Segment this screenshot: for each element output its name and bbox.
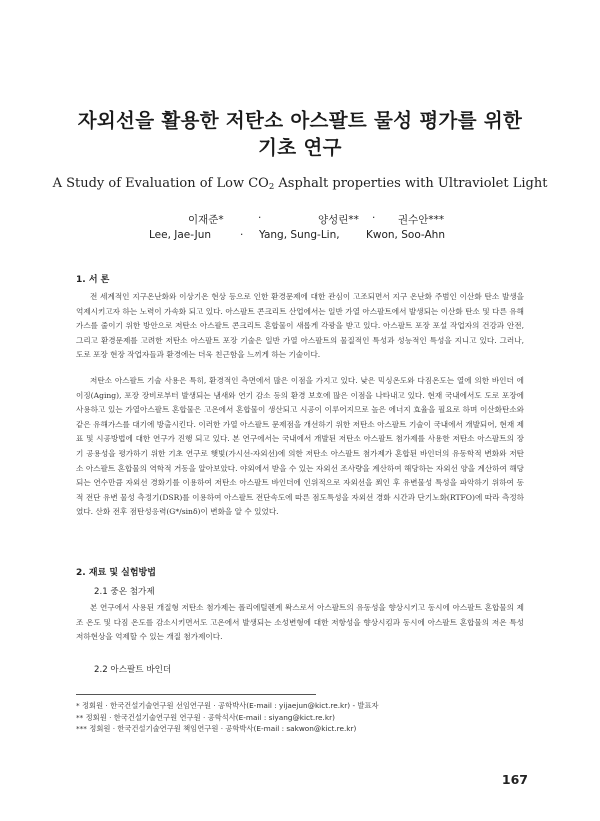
author-1-en: Lee, Jae-Jun (149, 229, 212, 241)
paper-title-line-1: 자외선을 활용한 저탄소 아스팔트 물성 평가를 위한 (77, 109, 523, 132)
author-2-en: Yang, Sung-Lin, (259, 229, 340, 241)
footnote-2: ** 정회원 · 한국건설기술연구원 연구원 · 공학석사(E-mail : siyang@kict.re.kr) (76, 712, 335, 722)
footnote-3: *** 정회원 · 한국건설기술연구원 책임연구원 · 공학박사(E-mail : sakwon@kict.re.kr) (76, 724, 357, 733)
footnote-divider (76, 694, 316, 695)
section-heading-introduction: 1. 서 론 (76, 275, 110, 285)
author-separator: · (240, 229, 244, 241)
subsection-heading-binder: 2.2 아스팔트 바인더 (94, 665, 172, 675)
author-3-ko: 권수안*** (398, 214, 445, 226)
subsection-heading-additive: 2.1 중온 첨가제 (94, 587, 155, 597)
paragraph-additive: 본 연구에서 사용된 개질형 저탄소 첨가제는 폴리에틸렌계 왁스로서 아스팔트의 유동성을 향상시키고 동시에 아스팔트 혼합물의 제조 온도 및 다짐 온도를 감소시키면서도 고온에서 발생되는 소성변형에 대한 저항성을 향상시킴과 동시에 아스팔트 혼합물의 저온 특성 저하현상을 억제할 수 있는 개질 첨가제이다. (76, 603, 524, 642)
english-title-part-2: Asphalt properties with Ultraviolet Light (274, 176, 548, 191)
english-title-subscript: 2 (268, 182, 275, 192)
english-title-part-1: A Study of Evaluation of Low CO (52, 176, 269, 191)
footnote-1: * 정회원 · 한국건설기술연구원 선임연구원 · 공학박사(E-mail : yijaejun@kict.re.kr) - 발표자 (76, 701, 379, 710)
english-title (30, 176, 570, 192)
page-number: 167 (501, 772, 528, 787)
paragraph-introduction-2: 저탄소 아스팔트 기술 사용은 특히, 환경적인 측면에서 많은 이점을 가지고 있다. 낮은 믹싱온도와 다짐온도는 열에 의한 바인더 에이징(Aging), 포장 장비로부터 발생되는 냄새와 연기 감소 등의 환경 보호에 많은 이점을 나타내고 있다. 현재 국내에서도 도로 포장에 사용하고 있는 가열아스팔트 혼합물은 고온에서 혼합물이 생산되고 시공이 이루어지므로 높은 에너지 효율을 필요로 하며 이산화탄소와 같은 유해가스를 대기에 방출시킨다. 이러한 가열 아스팔트 문제점을 개선하기 위한 저탄소 아스팔트 기술이 국내에서 개발되어, 현재 제표 및 시공방법에 대한 연구가 진행 되고 있다. 본 연구에서는 국내에서 개발된 저탄소 아스팔트 첨가제를 사용한 저탄소 아스팔트의 장기 공용성을 평가하기 위한 기초 연구로 햇빛(가시선-자외선)에 의한 저탄소 아스팔트 첨가제가 혼합된 바인더의 유동학적 변화와 저탄소 아스팔트 혼합물의 역학적 거동을 알아보았다. 야외에서 받을 수 있는 자외선 조사량을 계산하여 해당하는 자외선 양을 계산하여 해당되는 연수만큼 자외선 경화기를 이용하여 저탄소 아스팔트 바인더에 인위적으로 자외선을 쬐인 후 유변물성 특성을 파악하기 위하여 동적 전단 유변 물성 측정기(DSR)를 이용하여 아스팔트 전단속도에 따른 점도특성을 자외선 경화 시간과 단기노화(RTFO)에 따라 측정하였다. 산화 전후 점탄성응력(G*/sinδ)이 변화을 알 수 있었다. (76, 376, 524, 517)
paragraph-introduction-1: 전 세계적인 지구온난화와 이상기온 현상 등으로 인한 환경문제에 대한 관심이 고조되면서 지구 온난화 주범인 이산화 탄소 발생을 억제시키고자 하는 노력이 가속화 되고 있다. 아스팔트 콘크리트 산업에서는 일반 가열 아스팔트에서 발생되는 이산화 탄소 및 다른 유해가스를 줄이기 위한 방안으로 저탄소 아스팔트 콘크리트 혼합물이 새롭게 각광을 받고 있다. 아스팔트 포장 포설 작업자의 건강과 안전, 그리고 환경문제를 고려한 저탄소 아스팔트 포장 기술은 일반 가열 아스팔트의 물질적인 특성과 성능적인 특성을 지니고 있다. 그러나, 도로 포장 현장 작업자들과 환경에는 더욱 친근함을 느끼게 하는 기술이다. (76, 292, 524, 360)
author-3-en: Kwon, Soo-Ahn (366, 229, 445, 241)
paper-title-line-2: 기초 연구 (258, 136, 342, 159)
author-1-ko: 이재준* (188, 214, 224, 226)
author-2-ko: 양성린** (318, 214, 359, 226)
author-separator: · (258, 212, 262, 224)
author-separator: · (372, 212, 376, 224)
footnotes (76, 700, 379, 735)
section-heading-methods: 2. 재료 및 실험방법 (76, 568, 156, 578)
